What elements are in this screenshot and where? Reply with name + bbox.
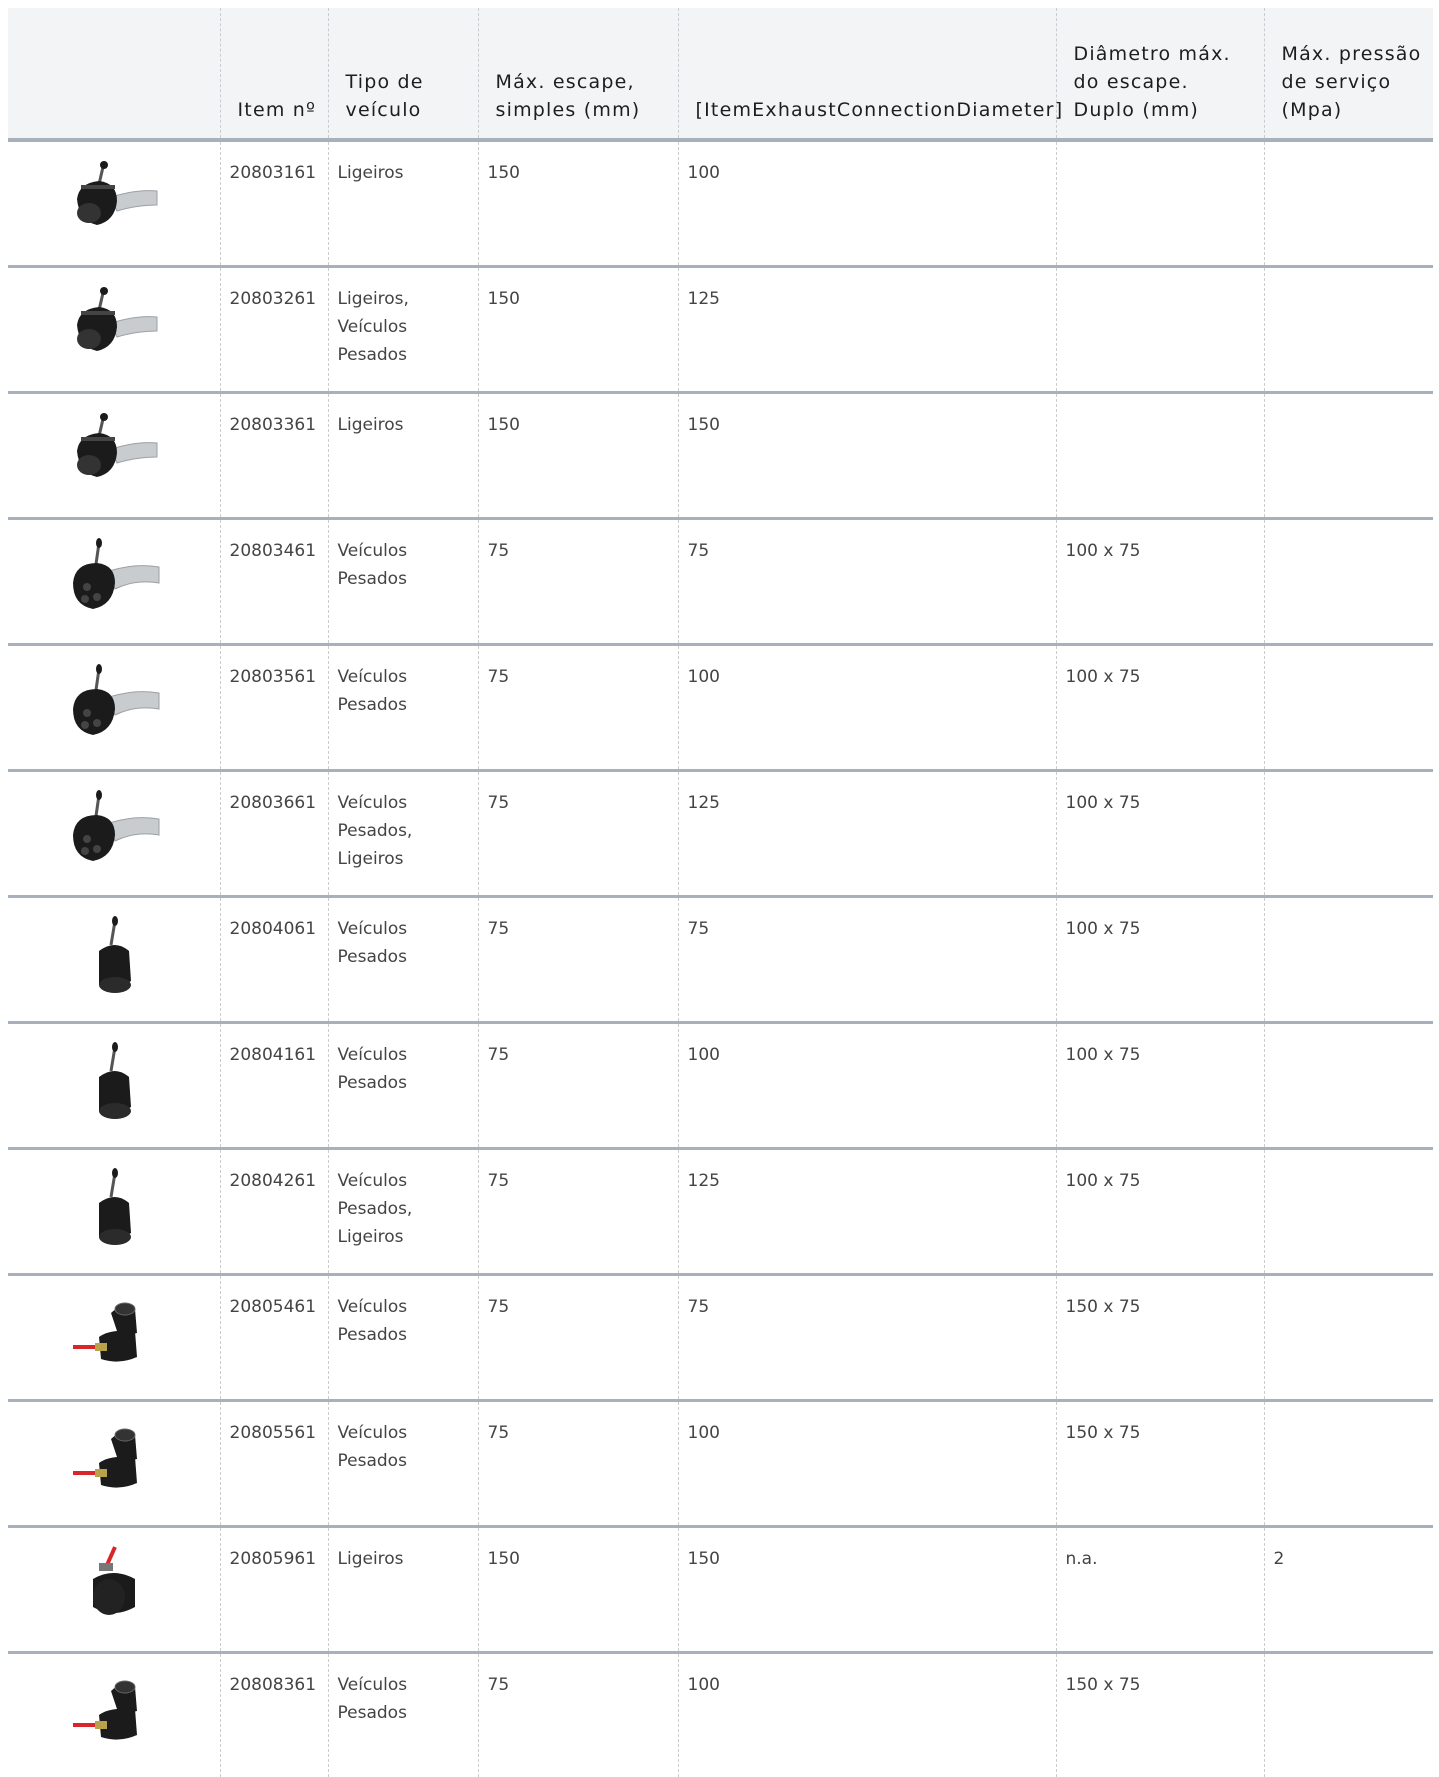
table-header-row bbox=[8, 8, 1433, 140]
nozzle-product-image bbox=[59, 537, 169, 617]
product-image-cell bbox=[8, 1653, 220, 1777]
table-row bbox=[8, 393, 1433, 519]
max-double-cell: 150 x 75 bbox=[1056, 1275, 1264, 1401]
product-image-cell bbox=[8, 897, 220, 1023]
vehicle-type-cell: Ligeiros, Veículos Pesados bbox=[328, 267, 478, 393]
item-number-cell: 20803561 bbox=[220, 645, 328, 771]
max-single-cell: 75 bbox=[478, 1275, 678, 1401]
nozzle-product-image bbox=[59, 663, 169, 743]
vehicle-type-cell: Veículos Pesados bbox=[328, 1023, 478, 1149]
product-image-cell bbox=[8, 771, 220, 897]
vehicle-type-cell: Veículos Pesados bbox=[328, 897, 478, 1023]
max-double-cell: 100 x 75 bbox=[1056, 1023, 1264, 1149]
max-pressure-cell bbox=[1264, 1023, 1433, 1149]
connection-diameter-cell: 100 bbox=[678, 140, 1056, 267]
table-row bbox=[8, 1653, 1433, 1777]
table-row bbox=[8, 1401, 1433, 1527]
max-double-cell: 150 x 75 bbox=[1056, 1401, 1264, 1527]
item-number-cell: 20803361 bbox=[220, 393, 328, 519]
nozzle-product-image bbox=[59, 1671, 169, 1751]
item-number-cell: 20803261 bbox=[220, 267, 328, 393]
nozzle-product-image bbox=[59, 1419, 169, 1499]
vehicle-type-cell: Veículos Pesados bbox=[328, 519, 478, 645]
max-double-cell: 100 x 75 bbox=[1056, 519, 1264, 645]
product-image-cell bbox=[8, 267, 220, 393]
vehicle-type-cell: Ligeiros bbox=[328, 1527, 478, 1653]
product-image-cell bbox=[8, 519, 220, 645]
connection-diameter-cell: 150 bbox=[678, 393, 1056, 519]
item-number-cell: 20803161 bbox=[220, 140, 328, 267]
max-pressure-cell bbox=[1264, 897, 1433, 1023]
table-row bbox=[8, 1275, 1433, 1401]
nozzle-product-image bbox=[59, 1545, 169, 1625]
max-double-cell: 100 x 75 bbox=[1056, 1149, 1264, 1275]
product-image-cell bbox=[8, 645, 220, 771]
item-number-cell: 20805961 bbox=[220, 1527, 328, 1653]
connection-diameter-cell: 75 bbox=[678, 897, 1056, 1023]
max-double-cell bbox=[1056, 393, 1264, 519]
nozzle-product-image bbox=[59, 285, 169, 365]
max-single-cell: 75 bbox=[478, 1149, 678, 1275]
max-pressure-cell bbox=[1264, 1149, 1433, 1275]
connection-diameter-cell: 100 bbox=[678, 1653, 1056, 1777]
product-image-cell bbox=[8, 1275, 220, 1401]
header-item-number: Item nº bbox=[220, 8, 328, 140]
connection-diameter-cell: 125 bbox=[678, 1149, 1056, 1275]
item-number-cell: 20804061 bbox=[220, 897, 328, 1023]
max-double-cell: 100 x 75 bbox=[1056, 645, 1264, 771]
nozzle-product-image bbox=[59, 411, 169, 491]
header-max-double: Diâmetro máx. do escape. Duplo (mm) bbox=[1056, 8, 1264, 140]
nozzle-product-image bbox=[59, 789, 169, 869]
table-row bbox=[8, 1149, 1433, 1275]
max-single-cell: 75 bbox=[478, 1653, 678, 1777]
max-double-cell: 100 x 75 bbox=[1056, 897, 1264, 1023]
item-number-cell: 20808361 bbox=[220, 1653, 328, 1777]
max-single-cell: 150 bbox=[478, 1527, 678, 1653]
max-single-cell: 75 bbox=[478, 897, 678, 1023]
connection-diameter-cell: 125 bbox=[678, 771, 1056, 897]
header-connection-diameter: [ItemExhaustConnectionDiameter] bbox=[678, 8, 1056, 140]
max-pressure-cell bbox=[1264, 140, 1433, 267]
item-number-cell: 20805461 bbox=[220, 1275, 328, 1401]
max-pressure-cell: 2 bbox=[1264, 1527, 1433, 1653]
max-single-cell: 75 bbox=[478, 519, 678, 645]
product-image-cell bbox=[8, 393, 220, 519]
max-single-cell: 150 bbox=[478, 267, 678, 393]
table-row bbox=[8, 771, 1433, 897]
max-pressure-cell bbox=[1264, 1275, 1433, 1401]
vehicle-type-cell: Ligeiros bbox=[328, 140, 478, 267]
connection-diameter-cell: 100 bbox=[678, 1023, 1056, 1149]
max-pressure-cell bbox=[1264, 519, 1433, 645]
nozzle-product-image bbox=[59, 1167, 169, 1247]
max-pressure-cell bbox=[1264, 393, 1433, 519]
header-image bbox=[8, 8, 220, 140]
max-single-cell: 75 bbox=[478, 771, 678, 897]
table-row bbox=[8, 645, 1433, 771]
vehicle-type-cell: Veículos Pesados bbox=[328, 645, 478, 771]
max-pressure-cell bbox=[1264, 771, 1433, 897]
table-row bbox=[8, 1023, 1433, 1149]
max-single-cell: 75 bbox=[478, 1023, 678, 1149]
max-pressure-cell bbox=[1264, 645, 1433, 771]
max-double-cell: 150 x 75 bbox=[1056, 1653, 1264, 1777]
product-image-cell bbox=[8, 1527, 220, 1653]
max-single-cell: 150 bbox=[478, 140, 678, 267]
item-number-cell: 20805561 bbox=[220, 1401, 328, 1527]
item-number-cell: 20803461 bbox=[220, 519, 328, 645]
table-row bbox=[8, 897, 1433, 1023]
max-pressure-cell bbox=[1264, 1653, 1433, 1777]
vehicle-type-cell: Veículos Pesados, Ligeiros bbox=[328, 771, 478, 897]
max-single-cell: 75 bbox=[478, 1401, 678, 1527]
connection-diameter-cell: 75 bbox=[678, 1275, 1056, 1401]
vehicle-type-cell: Veículos Pesados bbox=[328, 1401, 478, 1527]
product-image-cell bbox=[8, 1401, 220, 1527]
item-number-cell: 20804261 bbox=[220, 1149, 328, 1275]
header-vehicle-type: Tipo de veículo bbox=[328, 8, 478, 140]
table-row bbox=[8, 140, 1433, 267]
connection-diameter-cell: 100 bbox=[678, 1401, 1056, 1527]
header-max-pressure: Máx. pressão de serviço (Mpa) bbox=[1264, 8, 1433, 140]
header-max-single: Máx. escape, simples (mm) bbox=[478, 8, 678, 140]
table-row bbox=[8, 267, 1433, 393]
connection-diameter-cell: 125 bbox=[678, 267, 1056, 393]
vehicle-type-cell: Veículos Pesados, Ligeiros bbox=[328, 1149, 478, 1275]
table-row bbox=[8, 1527, 1433, 1653]
connection-diameter-cell: 150 bbox=[678, 1527, 1056, 1653]
vehicle-type-cell: Ligeiros bbox=[328, 393, 478, 519]
max-single-cell: 150 bbox=[478, 393, 678, 519]
item-number-cell: 20804161 bbox=[220, 1023, 328, 1149]
product-table bbox=[8, 8, 1433, 1777]
product-image-cell bbox=[8, 140, 220, 267]
max-double-cell bbox=[1056, 140, 1264, 267]
nozzle-product-image bbox=[59, 1041, 169, 1121]
item-number-cell: 20803661 bbox=[220, 771, 328, 897]
nozzle-product-image bbox=[59, 159, 169, 239]
nozzle-product-image bbox=[59, 1293, 169, 1373]
table-row bbox=[8, 519, 1433, 645]
max-double-cell bbox=[1056, 267, 1264, 393]
vehicle-type-cell: Veículos Pesados bbox=[328, 1275, 478, 1401]
max-double-cell: n.a. bbox=[1056, 1527, 1264, 1653]
max-single-cell: 75 bbox=[478, 645, 678, 771]
max-pressure-cell bbox=[1264, 267, 1433, 393]
connection-diameter-cell: 100 bbox=[678, 645, 1056, 771]
vehicle-type-cell: Veículos Pesados bbox=[328, 1653, 478, 1777]
max-double-cell: 100 x 75 bbox=[1056, 771, 1264, 897]
product-image-cell bbox=[8, 1149, 220, 1275]
product-image-cell bbox=[8, 1023, 220, 1149]
nozzle-product-image bbox=[59, 915, 169, 995]
connection-diameter-cell: 75 bbox=[678, 519, 1056, 645]
max-pressure-cell bbox=[1264, 1401, 1433, 1527]
